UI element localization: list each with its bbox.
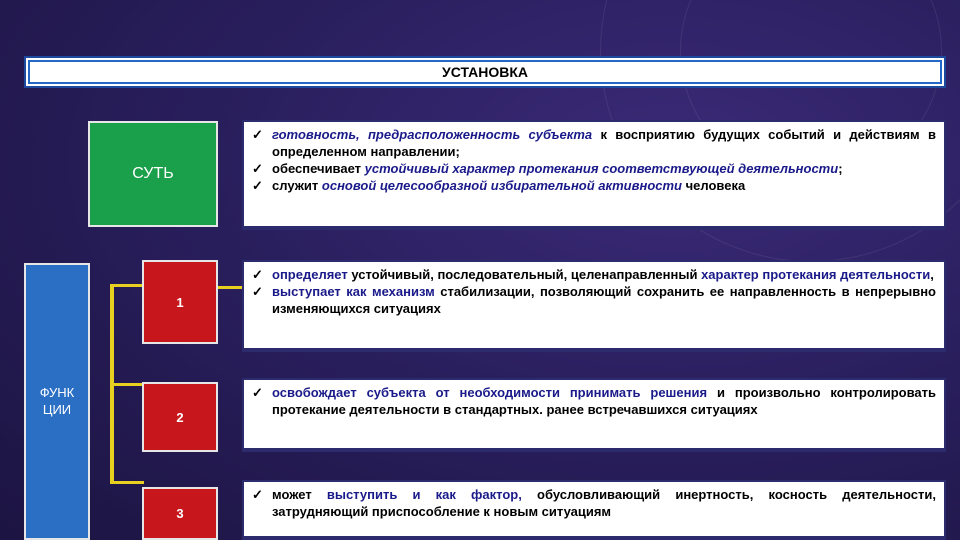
check-icon: ✓ <box>252 267 263 282</box>
check-icon: ✓ <box>252 385 263 400</box>
list-item: ✓ выступает как механизм стабилизации, позволяющий сохранить ее направленность в непрерывно изменяющихся ситуациях <box>252 284 937 317</box>
functions-label: ФУНК ЦИИ <box>39 384 75 417</box>
title-text: УСТАНОВКА <box>441 64 529 80</box>
list-item: ✓ определяет устойчивый, последовательный, целенаправленный характер протекания деятельности, <box>252 267 934 282</box>
function-2-text-box <box>242 378 946 452</box>
list-item: ✓ может выступить и как фактор, обусловливающий инертность, косность деятельности, затрудняющий приспособление к новым ситуациям <box>252 487 936 520</box>
check-icon: ✓ <box>252 161 263 177</box>
essence-text-box <box>242 120 946 230</box>
function-number-1: 1 <box>142 260 218 344</box>
check-icon: ✓ <box>252 284 263 300</box>
list-item: ✓ готовность, предрасположенность субъекта к восприятию будущих событий и действиям в определенном направлении; <box>252 127 936 160</box>
connector-line <box>218 286 242 289</box>
function-number-3: 3 <box>142 487 218 540</box>
connector-line <box>110 481 144 484</box>
list-item: ✓ служит основой целесообразной избирательной активности человека <box>252 178 746 194</box>
list-item: ✓ обеспечивает устойчивый характер протекания соответствующей деятельности; <box>252 161 843 177</box>
function-number-2: 2 <box>142 382 218 452</box>
check-icon: ✓ <box>252 127 263 142</box>
title-bar <box>24 56 946 88</box>
function-1-text-box <box>242 260 946 352</box>
connector-line <box>110 383 144 386</box>
check-icon: ✓ <box>252 487 263 502</box>
connector-line <box>110 284 144 287</box>
function-3-text-box <box>242 480 946 540</box>
check-icon: ✓ <box>252 178 263 194</box>
essence-label: СУТЬ <box>132 165 174 182</box>
essence-box <box>88 121 218 227</box>
list-item: ✓ освобождает субъекта от необходимости принимать решения и произвольно контролировать протекание деятельности в стандартных. ранее встречавшихся ситуациях <box>252 385 937 418</box>
functions-box <box>24 263 90 540</box>
